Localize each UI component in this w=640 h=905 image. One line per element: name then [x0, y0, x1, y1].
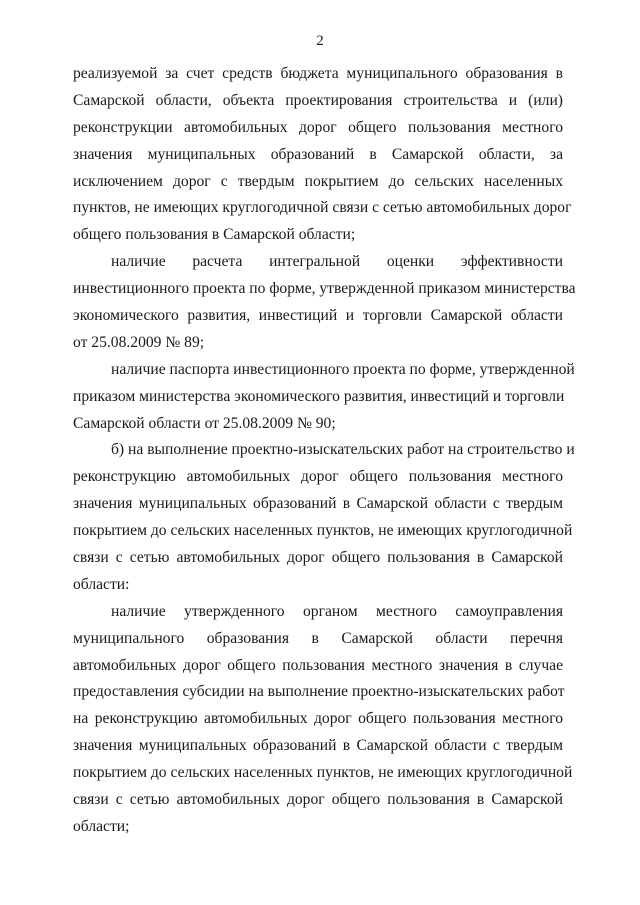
text-line: наличие утвержденного органом местного самоуправления [111, 602, 563, 620]
text-line: исключением дорог с твердым покрытием до сельских населенных [73, 172, 563, 190]
text-line: Самарской области от 25.08.2009 № 90; [73, 414, 336, 432]
text-line: связи с сетью автомобильных дорог общего пользования в Самарской [73, 549, 563, 567]
paragraph [73, 249, 576, 357]
text-line: приказом министерства экономического развития, инвестиций и торговли [73, 387, 565, 405]
text-line: инвестиционного проекта по форме, утвержденной приказом министерства [73, 280, 576, 298]
text-line: реализуемой за счет средств бюджета муниципального образования в [73, 65, 563, 82]
text-line: покрытием до сельских населенных пунктов, не имеющих круглогодичной [73, 522, 573, 540]
text-line: значения муниципальных образований в Самарской области, за [73, 145, 563, 163]
text-line: наличие паспорта инвестиционного проекта по форме, утвержденной [111, 360, 575, 378]
paragraph [73, 599, 573, 841]
text-line: покрытием до сельских населенных пунктов, не имеющих круглогодичной [73, 764, 573, 782]
text-line: на реконструкцию автомобильных дорог общего пользования местного [73, 710, 563, 728]
paragraph [73, 61, 572, 249]
text-line: области; [73, 817, 130, 835]
paragraph [73, 357, 575, 438]
text-line: реконструкцию автомобильных дорог общего пользования местного [73, 468, 563, 486]
text-line: значения муниципальных образований в Самарской области с твердым [73, 495, 563, 513]
text-line: пунктов, не имеющих круглогодичной связи с сетью автомобильных дорог [73, 199, 572, 217]
page-number: 2 [316, 33, 324, 49]
document-body [73, 61, 576, 841]
text-line: муниципального образования в Самарской области перечня [73, 629, 563, 647]
text-line: Самарской области, объекта проектирования строительства и (или) [73, 91, 563, 109]
text-line: реконструкции автомобильных дорог общего пользования местного [73, 118, 563, 136]
text-line: связи с сетью автомобильных дорог общего пользования в Самарской [73, 791, 563, 809]
text-line: области: [73, 575, 130, 593]
text-line: значения муниципальных образований в Самарской области с твердым [73, 737, 563, 755]
text-line: предоставления субсидии на выполнение проектно-изыскательских работ [73, 683, 565, 701]
text-line: от 25.08.2009 № 89; [73, 333, 205, 351]
text-line: наличие расчета интегральной оценки эффективности [111, 253, 563, 271]
text-line: б) на выполнение проектно-изыскательских работ на строительство и [111, 441, 575, 459]
paragraph [73, 437, 575, 598]
text-line: экономического развития, инвестиций и торговли Самарской области [73, 307, 563, 325]
text-line: автомобильных дорог общего пользования местного значения в случае [73, 656, 563, 674]
text-line: общего пользования в Самарской области; [73, 226, 356, 244]
